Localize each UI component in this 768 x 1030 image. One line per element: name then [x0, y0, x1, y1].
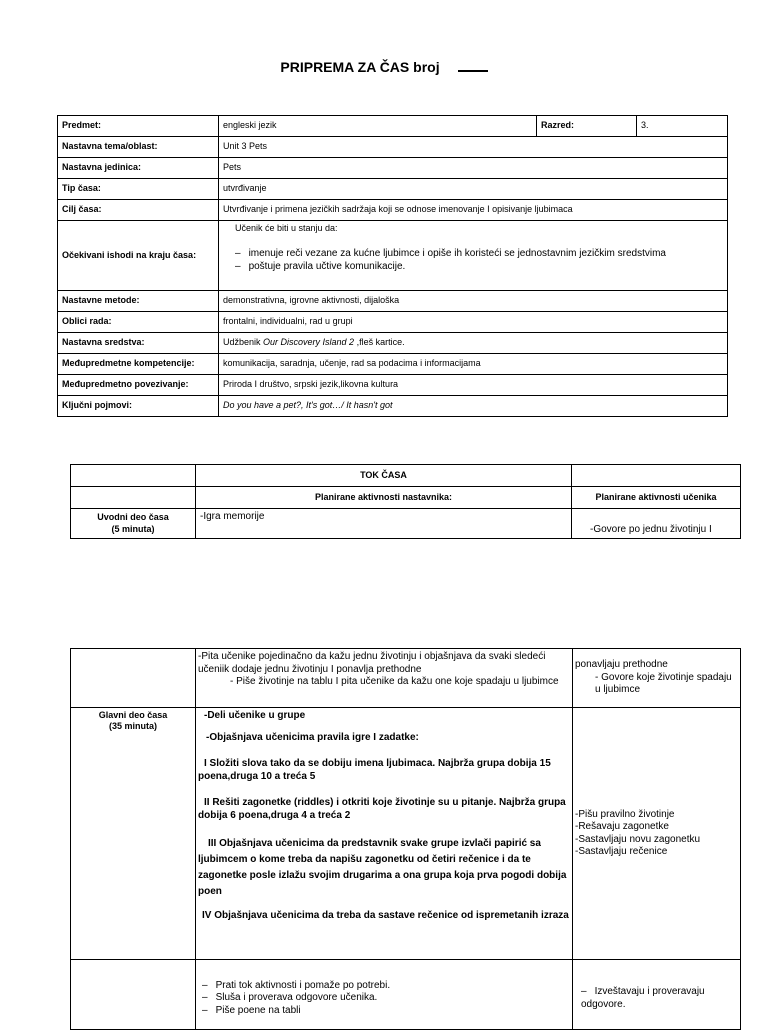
- razred-value: 3.: [637, 116, 728, 137]
- predmet-label: Predmet:: [58, 116, 219, 137]
- glavni-item: I Složiti slova tako da se dobiju imena ljubimaca. Najbrža grupa dobija 15 poena,druga 10 a treća 5: [198, 758, 551, 782]
- oblici-label: Oblici rada:: [58, 312, 219, 333]
- cilj-value: Utvrđivanje i primena jezičkih sadržaja koji se odnose imenovanje I opisivanje ljubimaca: [219, 200, 728, 221]
- ishodi-list: [235, 248, 723, 273]
- book-title: Our Discovery Island 2: [263, 337, 355, 348]
- glavni-nastavnik: [196, 708, 573, 960]
- col-nastavnik-header: Planirane aktivnosti nastavnika:: [196, 487, 572, 509]
- glavni-table: [70, 648, 741, 1030]
- last-nastavnik-item: – Sluša i proverava odgovore učenika.: [202, 992, 566, 1005]
- tip-label: Tip časa:: [58, 179, 219, 200]
- col-ucenik-header: Planirane aktivnosti učenika: [572, 487, 741, 509]
- jedinica-label: Nastavna jedinica:: [58, 158, 219, 179]
- kompetencije-value: komunikacija, saradnja, učenje, rad sa podacima i informacijama: [219, 354, 728, 375]
- glavni-item: IV Objašnjava učenicima da treba da sastave rečenice od ispremetanih izraza: [202, 910, 569, 921]
- metode-label: Nastavne metode:: [58, 291, 219, 312]
- uvodni-ucenik: -Govore po jednu životinju I: [572, 509, 741, 539]
- oblici-value: frontalni, individualni, rad u grupi: [219, 312, 728, 333]
- glavni-item: -Objašnjava učenicima pravila igre I zadatke:: [206, 731, 419, 743]
- uvodni-nastavnik: -Igra memorije: [196, 509, 572, 539]
- row1-nastavnik: -Pita učenike pojedinačno da kažu jednu životinju i objašnjava da svaki sledeći učeniik dodaje jednu životinju I ponavlja prethodne - Piše životinje na tablu I pita učenike da kažu one koje spadaju u ljubimce: [196, 649, 573, 708]
- last-nastavnik-item: – Prati tok aktivnosti i pomaže po potrebi.: [202, 980, 566, 993]
- page-title: PRIPREMA ZA ČAS broj: [0, 58, 768, 75]
- razred-label: Razred:: [537, 116, 637, 137]
- glavni-ucenik: -Pišu pravilno životinje -Rešavaju zagonetke -Sastavljaju novu zagonetku -Sastavljaju rečenice: [573, 708, 741, 960]
- cilj-label: Cilj časa:: [58, 200, 219, 221]
- uvodni-label: Uvodni deo časa (5 minuta): [71, 509, 196, 539]
- jedinica-value: Pets: [219, 158, 728, 179]
- metode-value: demonstrativna, igrovne aktivnosti, dijaloška: [219, 291, 728, 312]
- glavni-item: III Objašnjava učenicima da predstavnik svake grupe izvlači papirić sa ljubimcem o kome treba da napišu zagonetku od četiri rečenice i da te zagonetke posle izlažu svojim drugarima a ona grupa koja prva pogodi dobija poen: [198, 838, 567, 897]
- sredstva-label: Nastavna sredstva:: [58, 333, 219, 354]
- tip-value: utvrđivanje: [219, 179, 728, 200]
- last-nastavnik-item: – Piše poene na tabli: [202, 1005, 566, 1018]
- last-ucenik-item: – Izveštavaju i proveravaju odgovore.: [581, 986, 734, 1011]
- predmet-value: engleski jezik: [219, 116, 537, 137]
- ishodi-item: – imenuje reči vezane za kućne ljubimce i opiše ih koristeći se jednostavnim jezičkim sredstvima: [235, 248, 723, 261]
- glavni-label: Glavni deo časa (35 minuta): [71, 708, 196, 960]
- glavni-item: II Rešiti zagonetke (riddles) i otkriti koje životinje su u pitanje. Najbrža grupa dobija 6 poena,druga 4 a treća 2: [198, 797, 566, 821]
- ishodi-value: [219, 221, 728, 291]
- ishodi-intro: Učenik će biti u stanju da:: [235, 223, 338, 233]
- info-table: [57, 115, 728, 417]
- tok-header: TOK ČASA: [196, 465, 572, 487]
- ishodi-item: – poštuje pravila učtive komunikacije.: [235, 261, 723, 274]
- glavni-item: -Deli učenike u grupe: [204, 710, 306, 721]
- number-blank: [458, 58, 488, 72]
- tok-table: [70, 464, 741, 539]
- last-nastavnik: [196, 960, 573, 1030]
- kompetencije-label: Međupredmetne kompetencije:: [58, 354, 219, 375]
- ishodi-label: Očekivani ishodi na kraju časa:: [58, 221, 219, 291]
- row1-ucenik: ponavljaju prethodne - Govore koje životinje spadaju u ljubimce: [573, 649, 741, 708]
- pojmovi-label: Ključni pojmovi:: [58, 396, 219, 417]
- povezivanje-label: Međupredmetno povezivanje:: [58, 375, 219, 396]
- pojmovi-value: Do you have a pet?, It's got…/ It hasn't got: [219, 396, 728, 417]
- last-ucenik: [573, 960, 741, 1030]
- povezivanje-value: Priroda I društvo, srpski jezik,likovna kultura: [219, 375, 728, 396]
- tema-label: Nastavna tema/oblast:: [58, 137, 219, 158]
- sredstva-value: Udžbenik Our Discovery Island 2 ,fleš kartice.: [219, 333, 728, 354]
- tema-value: Unit 3 Pets: [219, 137, 728, 158]
